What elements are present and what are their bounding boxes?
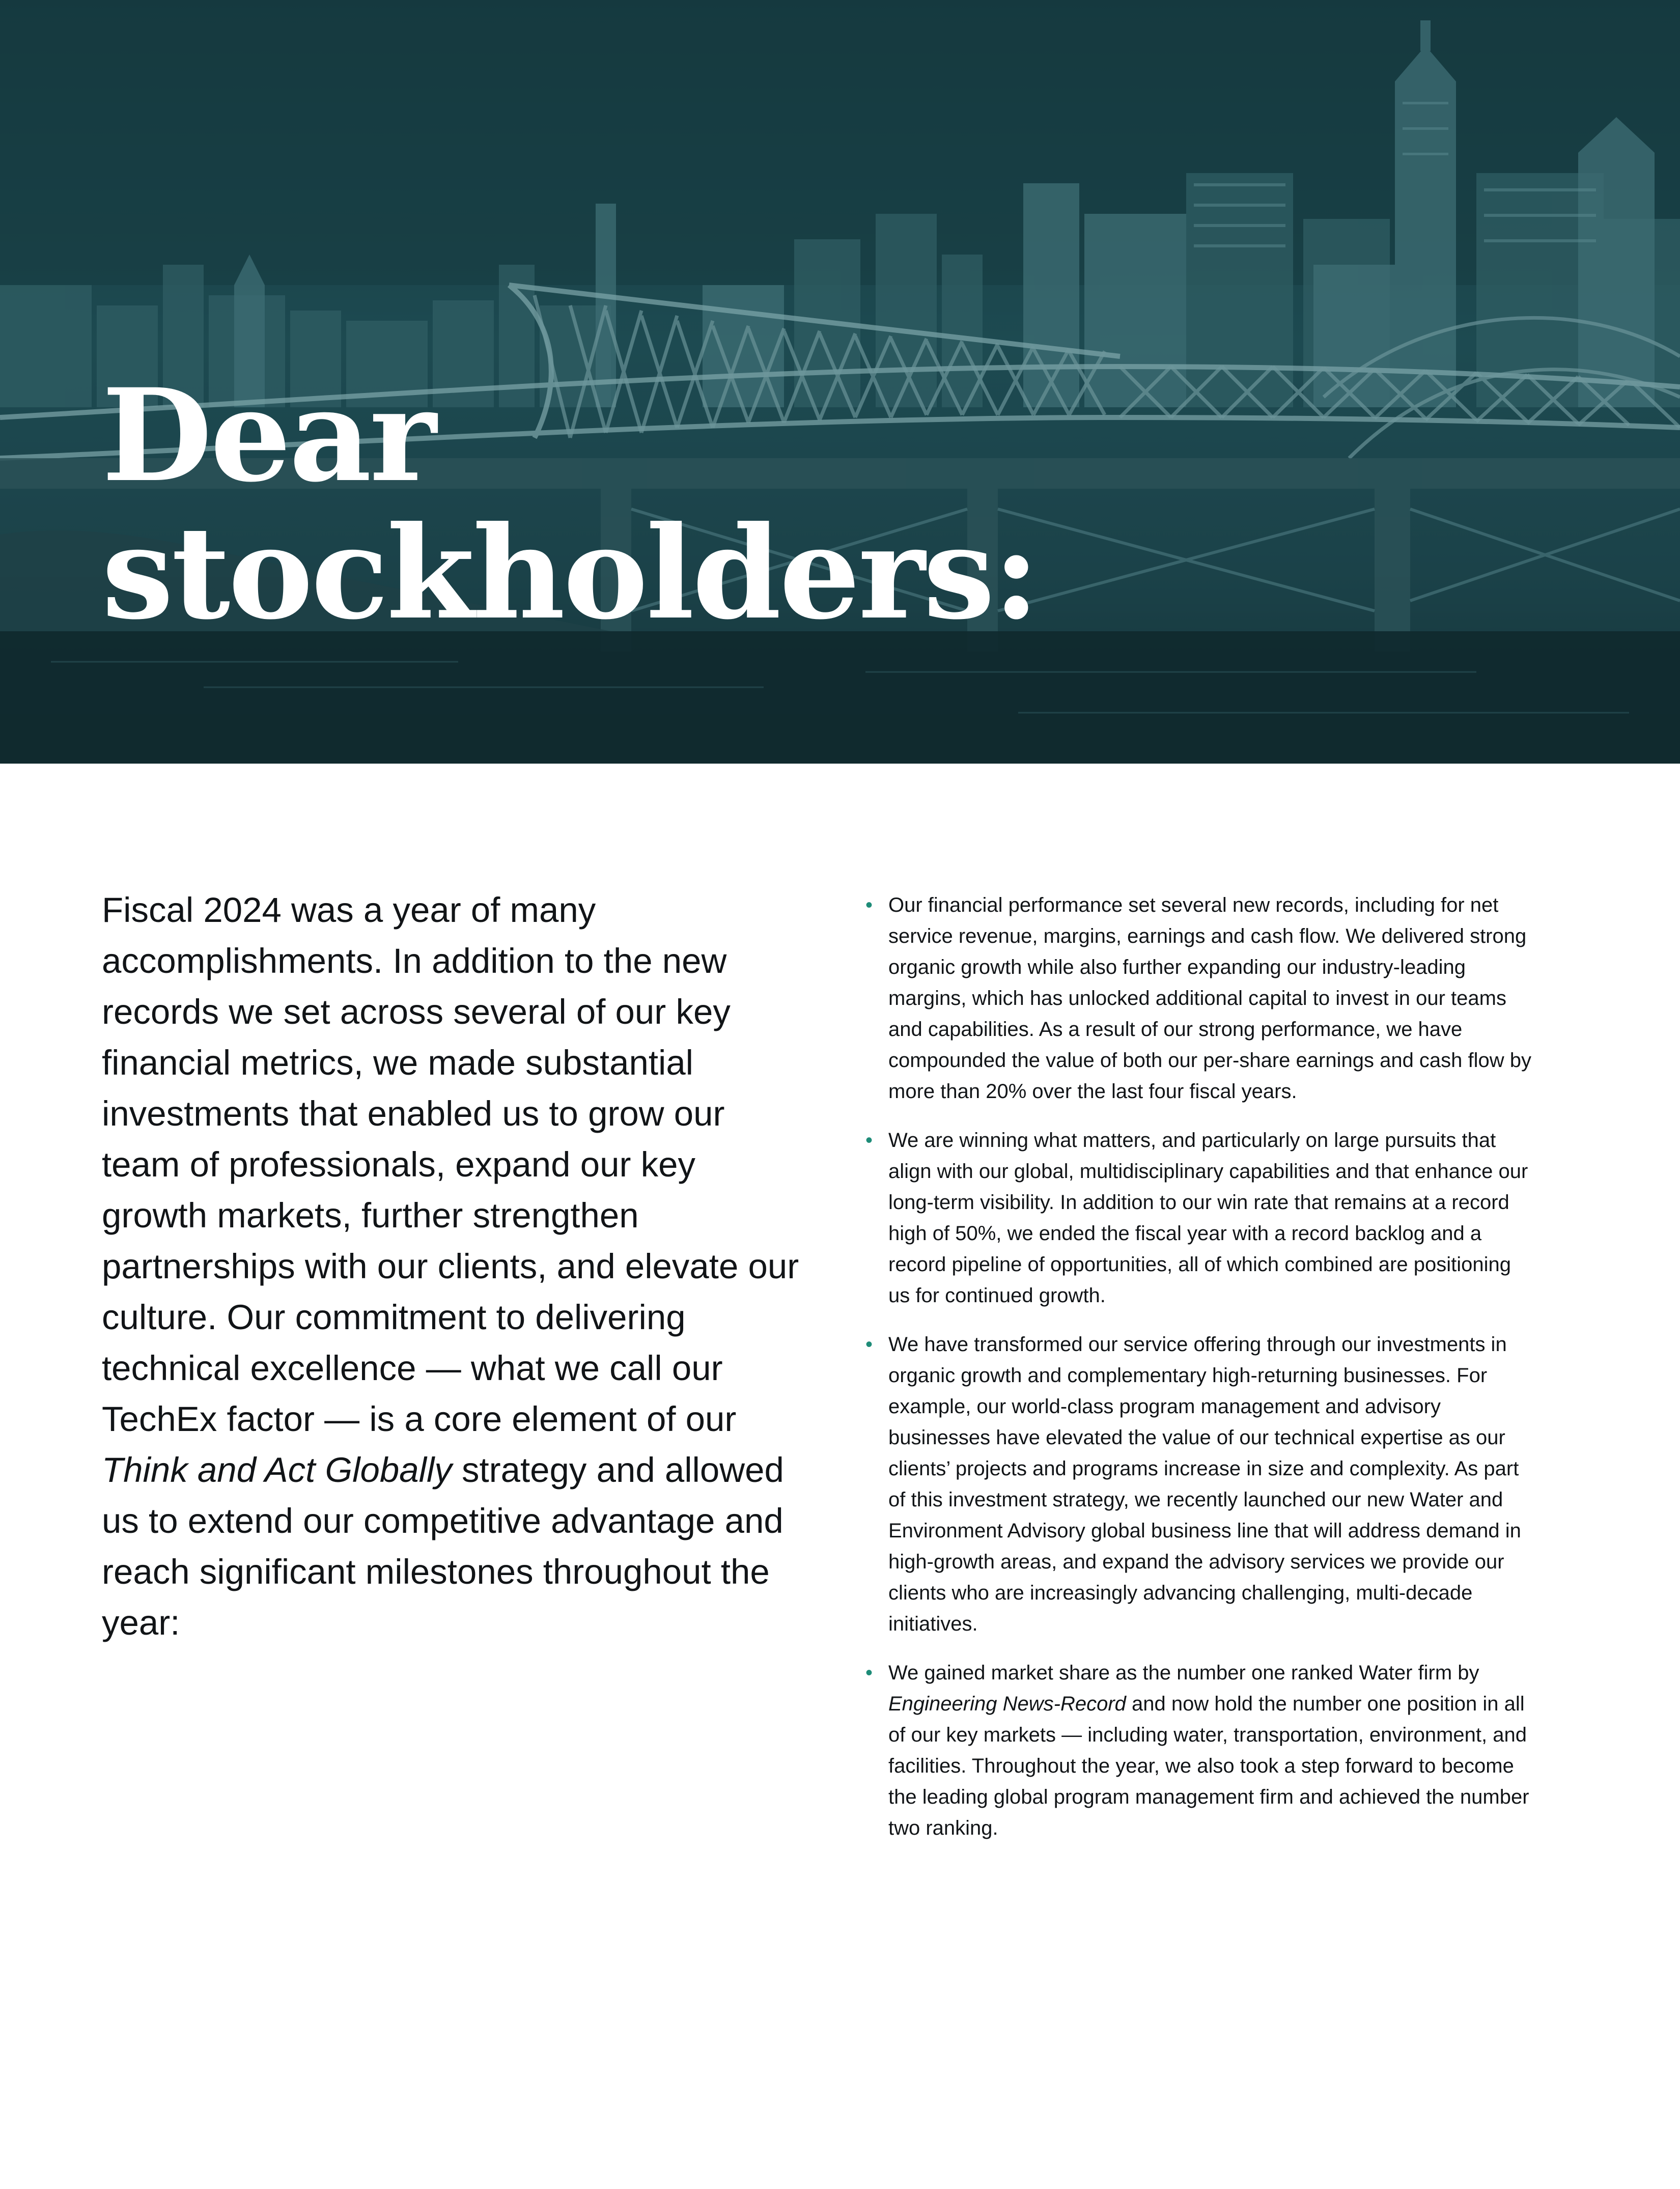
publication-name: Engineering News-Record (888, 1693, 1126, 1715)
bullet-dot-icon: • (865, 1662, 873, 1684)
list-item (865, 1658, 1537, 1844)
bullet-text: We have transformed our service offering through our investments in organic growth and complementary high-returning businesses. For example, our world-class program management and advisory businesses have elevated the value of our technical expertise as our clients’ projects and programs increase in size and complexity. As part of this investment strategy, we recently launched our new Water and Environment Advisory global business line that will address demand in high-growth areas, and expand the advisory services we provide our clients who are increasingly advancing challenging, multi-decade initiatives. (888, 1333, 1521, 1635)
intro-text-start: Fiscal 2024 was a year of many accomplishments. In addition to the new records we set across several of our key financial metrics, we made substantial investments that enabled us to grow our team of professionals, expand our key growth markets, further strengthen partnerships with our clients, and elevate our culture. Our commitment to delivering technical excellence — what we call our TechEx factor — is a core element of our (102, 890, 799, 1439)
list-item (865, 1125, 1537, 1311)
bullet-text (888, 1662, 1529, 1839)
page-title (102, 360, 1120, 648)
bullet-text-start: We gained market share as the number one ranked Water firm by (888, 1662, 1479, 1684)
intro-paragraph (102, 885, 804, 1648)
accomplishments-list (865, 890, 1537, 1844)
list-item (865, 1329, 1537, 1640)
title-line-2: stockholders: (102, 498, 1038, 648)
bullet-text: We are winning what matters, and particularly on large pursuits that align with our global, multidisciplinary capabilities and that enhance our long-term visibility. In addition to our win rate that remains at a record high of 50%, we ended the fiscal year with a record backlog and a record pipeline of opportunities, all of which combined are positioning us for continued growth. (888, 1129, 1528, 1307)
hero-banner (0, 0, 1680, 764)
bullet-dot-icon: • (865, 1129, 873, 1152)
list-item (865, 890, 1537, 1107)
intro-text-end: strategy and allowed us to extend our competitive advantage and reach significant milestones throughout the year: (102, 1450, 784, 1642)
title-line-1: Dear (102, 360, 435, 510)
bullet-dot-icon: • (865, 1333, 873, 1356)
bullet-text-end: and now hold the number one position in all of our key markets — including water, transportation, environment, and facilities. Throughout the year, we also took a step forward to become the leading global program management firm and achieved the number two ranking. (888, 1693, 1529, 1839)
bullet-text: Our financial performance set several new records, including for net service revenue, margins, earnings and cash flow. We delivered strong organic growth while also further expanding our industry-leading margins, which has unlocked additional capital to invest in our teams and capabilities. As a result of our strong performance, we have compounded the value of both our per-share earnings and cash flow by more than 20% over the last four fiscal years. (888, 894, 1532, 1103)
bullet-dot-icon: • (865, 894, 873, 916)
intro-strategy-name: Think and Act Globally (102, 1450, 452, 1490)
